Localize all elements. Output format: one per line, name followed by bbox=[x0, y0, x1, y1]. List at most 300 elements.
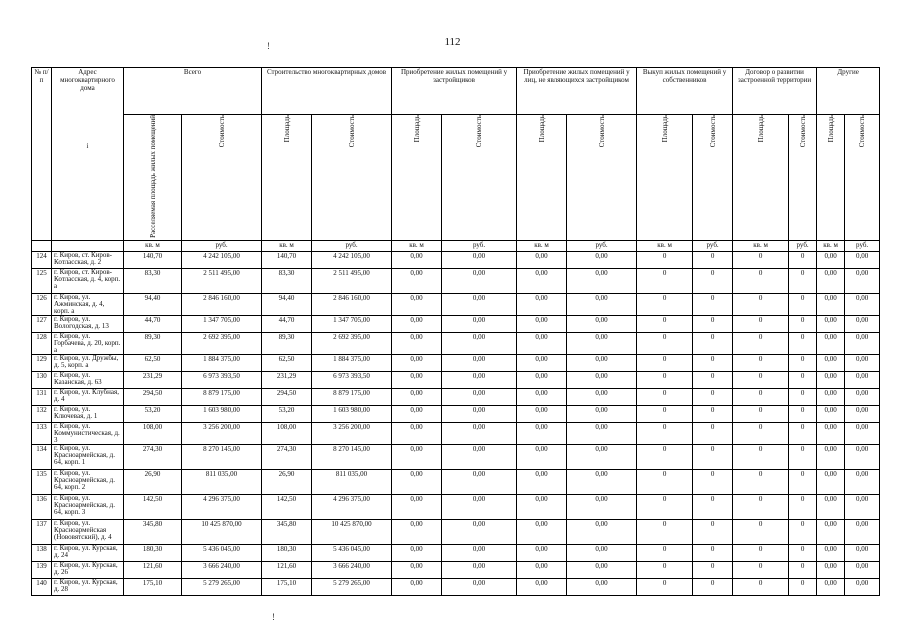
subheader-cost bbox=[567, 115, 637, 241]
cell-cost: 0,00 bbox=[442, 444, 517, 469]
cell-area: 0,00 bbox=[392, 405, 442, 422]
cell-area: 0,00 bbox=[392, 422, 442, 444]
cell-area: 0,00 bbox=[392, 578, 442, 595]
cell-cost: 0,00 bbox=[845, 561, 880, 578]
cell-cost: 0,00 bbox=[567, 494, 637, 519]
cell-cost: 1 884 375,00 bbox=[312, 354, 392, 371]
cell-cost: 0,00 bbox=[845, 332, 880, 354]
cell-cost: 0 bbox=[693, 422, 733, 444]
cell-cost: 0 bbox=[789, 268, 817, 293]
row-number: 134 bbox=[32, 444, 52, 469]
cell-cost: 8 270 145,00 bbox=[312, 444, 392, 469]
cell-cost: 811 035,00 bbox=[312, 469, 392, 494]
cell-cost: 0,00 bbox=[567, 561, 637, 578]
cell-cost: 0,00 bbox=[845, 578, 880, 595]
subheader-cost bbox=[693, 115, 733, 241]
cell-area: 0,00 bbox=[817, 444, 845, 469]
row-address: г. Киров, ул. Красноармейская, д. 64, корп. 2 bbox=[52, 469, 124, 494]
cell-cost: 2 846 160,00 bbox=[182, 293, 262, 315]
cell-area: 0 bbox=[733, 268, 789, 293]
cell-cost: 0,00 bbox=[567, 422, 637, 444]
subheader-label: Площадь bbox=[537, 115, 546, 143]
subheader-area bbox=[392, 115, 442, 241]
cell-cost: 0,00 bbox=[567, 405, 637, 422]
cell-cost: 6 973 393,50 bbox=[182, 371, 262, 388]
cell-cost: 3 256 200,00 bbox=[182, 422, 262, 444]
cell-area: 0,00 bbox=[392, 371, 442, 388]
cell-cost: 3 256 200,00 bbox=[312, 422, 392, 444]
cell-area: 0 bbox=[733, 405, 789, 422]
cell-cost: 0,00 bbox=[845, 388, 880, 405]
cell-cost: 0 bbox=[693, 519, 733, 544]
housing-relocation-table bbox=[31, 67, 880, 596]
cell-cost: 0,00 bbox=[442, 371, 517, 388]
unit-rub: руб. bbox=[182, 240, 262, 251]
cell-cost: 0,00 bbox=[845, 293, 880, 315]
cell-cost: 0,00 bbox=[567, 544, 637, 561]
cell-cost: 5 279 265,00 bbox=[312, 578, 392, 595]
cell-cost: 0 bbox=[693, 444, 733, 469]
cell-area: 108,00 bbox=[124, 422, 182, 444]
cell-area: 0,00 bbox=[517, 469, 567, 494]
cell-cost: 0 bbox=[693, 578, 733, 595]
page-number: 112 bbox=[444, 36, 461, 48]
cell-area: 231,29 bbox=[124, 371, 182, 388]
cell-cost: 0 bbox=[693, 561, 733, 578]
cell-area: 89,30 bbox=[124, 332, 182, 354]
subheader-label: Стоимость bbox=[708, 115, 717, 148]
subheader-label: Стоимость bbox=[858, 115, 867, 148]
row-address: г. Киров, ст. Киров-Котласская, д. 2 bbox=[52, 251, 124, 268]
cell-area: 0,00 bbox=[817, 388, 845, 405]
cell-area: 274,30 bbox=[262, 444, 312, 469]
unit-rub: руб. bbox=[312, 240, 392, 251]
cell-area: 53,20 bbox=[124, 405, 182, 422]
table-row bbox=[32, 494, 880, 519]
cell-area: 0 bbox=[733, 469, 789, 494]
row-address: г. Киров, ул. Клубная, д. 4 bbox=[52, 388, 124, 405]
cell-area: 44,70 bbox=[262, 315, 312, 332]
unit-area: кв. м bbox=[733, 240, 789, 251]
cell-area: 121,60 bbox=[262, 561, 312, 578]
cell-area: 0,00 bbox=[817, 268, 845, 293]
housing-table-wrapper bbox=[31, 67, 880, 596]
subheader-cost bbox=[182, 115, 262, 241]
subheader-label: Площадь bbox=[412, 115, 421, 143]
cell-area: 294,50 bbox=[262, 388, 312, 405]
cell-cost: 0,00 bbox=[845, 444, 880, 469]
subheader-label: Стоимость bbox=[217, 115, 226, 148]
cell-cost: 0,00 bbox=[442, 561, 517, 578]
header-address-mark: i bbox=[86, 142, 89, 150]
row-address: г. Киров, ул. Курская, д. 28 bbox=[52, 578, 124, 595]
cell-cost: 0 bbox=[789, 444, 817, 469]
cell-area: 0,00 bbox=[392, 268, 442, 293]
cell-area: 0,00 bbox=[817, 494, 845, 519]
subheader-cost bbox=[845, 115, 880, 241]
row-address: г. Киров, ул. Ключевая, д. 1 bbox=[52, 405, 124, 422]
unit-area: кв. м bbox=[262, 240, 312, 251]
cell-area: 180,30 bbox=[262, 544, 312, 561]
cell-area: 0 bbox=[637, 371, 693, 388]
cell-area: 26,90 bbox=[124, 469, 182, 494]
cell-area: 121,60 bbox=[124, 561, 182, 578]
header-group-other: Другие bbox=[817, 68, 880, 115]
cell-cost: 0 bbox=[693, 332, 733, 354]
cell-area: 0,00 bbox=[517, 444, 567, 469]
cell-cost: 0,00 bbox=[845, 405, 880, 422]
header-group-construction: Строительство многоквартирных домов bbox=[262, 68, 392, 115]
table-row bbox=[32, 332, 880, 354]
cell-cost: 0 bbox=[789, 332, 817, 354]
cell-area: 0 bbox=[637, 422, 693, 444]
row-number: 132 bbox=[32, 405, 52, 422]
cell-cost: 1 347 705,00 bbox=[182, 315, 262, 332]
cell-area: 0 bbox=[733, 519, 789, 544]
cell-area: 0,00 bbox=[517, 315, 567, 332]
cell-area: 0 bbox=[637, 315, 693, 332]
cell-cost: 0,00 bbox=[442, 422, 517, 444]
cell-area: 0,00 bbox=[817, 405, 845, 422]
cell-area: 0,00 bbox=[817, 332, 845, 354]
cell-area: 0,00 bbox=[817, 469, 845, 494]
row-number: 135 bbox=[32, 469, 52, 494]
unit-cell-empty bbox=[32, 240, 52, 251]
cell-cost: 0,00 bbox=[442, 494, 517, 519]
subheader-area bbox=[733, 115, 789, 241]
unit-area: кв. м bbox=[124, 240, 182, 251]
cell-cost: 0,00 bbox=[442, 268, 517, 293]
subheader-label: Стоимость bbox=[475, 115, 484, 148]
row-number: 138 bbox=[32, 544, 52, 561]
cell-area: 0,00 bbox=[817, 251, 845, 268]
cell-area: 0 bbox=[637, 519, 693, 544]
subheader-cost bbox=[789, 115, 817, 241]
row-address: г. Киров, ул. Красноармейская, д. 64, корп. 1 bbox=[52, 444, 124, 469]
cell-area: 0,00 bbox=[392, 494, 442, 519]
cell-cost: 6 973 393,50 bbox=[312, 371, 392, 388]
cell-cost: 1 884 375,00 bbox=[182, 354, 262, 371]
cell-area: 0,00 bbox=[517, 371, 567, 388]
cell-area: 0,00 bbox=[392, 315, 442, 332]
cell-area: 180,30 bbox=[124, 544, 182, 561]
row-number: 137 bbox=[32, 519, 52, 544]
cell-cost: 0,00 bbox=[845, 422, 880, 444]
cell-cost: 5 279 265,00 bbox=[182, 578, 262, 595]
header-num: № п/п bbox=[32, 68, 52, 241]
cell-cost: 0 bbox=[693, 315, 733, 332]
unit-area: кв. м bbox=[392, 240, 442, 251]
cell-area: 83,30 bbox=[124, 268, 182, 293]
row-address: г. Киров, ст. Киров-Котласская, д. 4, корп. а bbox=[52, 268, 124, 293]
cell-cost: 0,00 bbox=[567, 315, 637, 332]
cell-cost: 0 bbox=[693, 371, 733, 388]
table-row bbox=[32, 444, 880, 469]
cell-cost: 0 bbox=[789, 494, 817, 519]
cell-area: 0,00 bbox=[817, 354, 845, 371]
row-number: 130 bbox=[32, 371, 52, 388]
cell-cost: 2 511 495,00 bbox=[312, 268, 392, 293]
cell-cost: 5 436 045,00 bbox=[182, 544, 262, 561]
cell-area: 83,30 bbox=[262, 268, 312, 293]
cell-cost: 4 242 105,00 bbox=[182, 251, 262, 268]
cell-cost: 0 bbox=[693, 354, 733, 371]
subheader-label: Площадь bbox=[756, 115, 765, 143]
cell-area: 0 bbox=[637, 578, 693, 595]
cell-area: 0,00 bbox=[392, 251, 442, 268]
cell-area: 0,00 bbox=[517, 293, 567, 315]
cell-area: 0 bbox=[637, 405, 693, 422]
table-row bbox=[32, 405, 880, 422]
unit-rub: руб. bbox=[789, 240, 817, 251]
cell-cost: 0,00 bbox=[567, 268, 637, 293]
cell-cost: 0,00 bbox=[567, 444, 637, 469]
cell-cost: 0,00 bbox=[442, 251, 517, 268]
cell-area: 0,00 bbox=[392, 388, 442, 405]
subheader-label: Стоимость bbox=[597, 115, 606, 148]
subheader-area bbox=[262, 115, 312, 241]
table-row bbox=[32, 268, 880, 293]
cell-cost: 0 bbox=[693, 268, 733, 293]
cell-cost: 0,00 bbox=[845, 544, 880, 561]
cell-area: 0 bbox=[637, 469, 693, 494]
cell-cost: 0,00 bbox=[442, 544, 517, 561]
cell-cost: 0 bbox=[789, 371, 817, 388]
table-body bbox=[32, 251, 880, 595]
cell-cost: 5 436 045,00 bbox=[312, 544, 392, 561]
row-address: г. Киров, ул. Дружбы, д. 5, корп. а bbox=[52, 354, 124, 371]
subheader-label: Стоимость bbox=[798, 115, 807, 148]
table-row bbox=[32, 561, 880, 578]
cell-cost: 0,00 bbox=[845, 469, 880, 494]
row-address: г. Киров, ул. Курская, д. 26 bbox=[52, 561, 124, 578]
cell-area: 0 bbox=[637, 561, 693, 578]
cell-cost: 4 296 375,00 bbox=[312, 494, 392, 519]
header-group-buyout: Выкуп жилых помещений у собственников bbox=[637, 68, 733, 115]
cell-area: 0 bbox=[733, 315, 789, 332]
row-address: г. Киров, ул. Красноармейская, д. 64, корп. 3 bbox=[52, 494, 124, 519]
table-row bbox=[32, 469, 880, 494]
table-row bbox=[32, 422, 880, 444]
cell-cost: 2 692 395,00 bbox=[312, 332, 392, 354]
subheader-label: Стоимость bbox=[347, 115, 356, 148]
row-address: г. Киров, ул. Казанская, д. 63 bbox=[52, 371, 124, 388]
cell-area: 0,00 bbox=[817, 578, 845, 595]
cell-cost: 0 bbox=[789, 561, 817, 578]
cell-cost: 4 242 105,00 bbox=[312, 251, 392, 268]
cell-area: 142,50 bbox=[262, 494, 312, 519]
unit-rub: руб. bbox=[845, 240, 880, 251]
unit-area: кв. м bbox=[637, 240, 693, 251]
subheader-area bbox=[517, 115, 567, 241]
subheader-label: Площадь bbox=[282, 115, 291, 143]
cell-cost: 0 bbox=[789, 405, 817, 422]
cell-area: 108,00 bbox=[262, 422, 312, 444]
cell-cost: 0 bbox=[789, 251, 817, 268]
cell-area: 0,00 bbox=[392, 444, 442, 469]
cell-cost: 8 879 175,00 bbox=[182, 388, 262, 405]
cell-cost: 0,00 bbox=[442, 332, 517, 354]
table-row bbox=[32, 388, 880, 405]
cell-area: 0 bbox=[637, 354, 693, 371]
cell-cost: 0 bbox=[789, 354, 817, 371]
cell-cost: 0,00 bbox=[567, 371, 637, 388]
row-number: 125 bbox=[32, 268, 52, 293]
cell-cost: 3 666 240,00 bbox=[312, 561, 392, 578]
cell-cost: 0,00 bbox=[567, 469, 637, 494]
cell-area: 294,50 bbox=[124, 388, 182, 405]
cell-cost: 0,00 bbox=[567, 293, 637, 315]
cell-cost: 2 511 495,00 bbox=[182, 268, 262, 293]
cell-cost: 1 347 705,00 bbox=[312, 315, 392, 332]
cell-area: 0,00 bbox=[517, 405, 567, 422]
table-row bbox=[32, 293, 880, 315]
cell-area: 0,00 bbox=[517, 578, 567, 595]
cell-area: 0,00 bbox=[517, 268, 567, 293]
cell-cost: 0,00 bbox=[442, 354, 517, 371]
cell-cost: 0 bbox=[789, 388, 817, 405]
row-number: 131 bbox=[32, 388, 52, 405]
cell-area: 0 bbox=[733, 444, 789, 469]
header-address bbox=[52, 68, 124, 241]
cell-cost: 0,00 bbox=[567, 251, 637, 268]
cell-area: 231,29 bbox=[262, 371, 312, 388]
cell-area: 175,10 bbox=[124, 578, 182, 595]
cell-area: 44,70 bbox=[124, 315, 182, 332]
cell-area: 0 bbox=[733, 388, 789, 405]
cell-area: 345,80 bbox=[262, 519, 312, 544]
margin-mark: ! bbox=[267, 41, 270, 51]
cell-area: 62,50 bbox=[262, 354, 312, 371]
cell-area: 175,10 bbox=[262, 578, 312, 595]
cell-cost: 0 bbox=[789, 544, 817, 561]
cell-area: 0 bbox=[733, 371, 789, 388]
cell-cost: 0,00 bbox=[567, 388, 637, 405]
cell-cost: 0,00 bbox=[442, 293, 517, 315]
header-group-purchase-developers: Приобретение жилых помещений у застройщиков bbox=[392, 68, 517, 115]
cell-cost: 0 bbox=[693, 544, 733, 561]
cell-area: 0 bbox=[637, 444, 693, 469]
cell-cost: 0 bbox=[693, 251, 733, 268]
cell-area: 0,00 bbox=[517, 494, 567, 519]
cell-area: 62,50 bbox=[124, 354, 182, 371]
row-number: 126 bbox=[32, 293, 52, 315]
cell-cost: 0,00 bbox=[845, 251, 880, 268]
row-number: 127 bbox=[32, 315, 52, 332]
subheader-label: Площадь bbox=[826, 115, 835, 143]
unit-cell-empty bbox=[52, 240, 124, 251]
table-row bbox=[32, 519, 880, 544]
unit-rub: руб. bbox=[567, 240, 637, 251]
cell-cost: 0,00 bbox=[442, 315, 517, 332]
cell-area: 0 bbox=[637, 388, 693, 405]
cell-cost: 0,00 bbox=[845, 268, 880, 293]
cell-area: 0,00 bbox=[517, 561, 567, 578]
unit-area: кв. м bbox=[817, 240, 845, 251]
cell-area: 0,00 bbox=[817, 293, 845, 315]
cell-cost: 2 846 160,00 bbox=[312, 293, 392, 315]
cell-cost: 0,00 bbox=[845, 354, 880, 371]
cell-area: 0 bbox=[733, 293, 789, 315]
cell-cost: 0,00 bbox=[845, 494, 880, 519]
row-number: 140 bbox=[32, 578, 52, 595]
cell-cost: 8 270 145,00 bbox=[182, 444, 262, 469]
cell-cost: 0,00 bbox=[442, 405, 517, 422]
cell-area: 0 bbox=[733, 422, 789, 444]
cell-area: 0,00 bbox=[817, 519, 845, 544]
cell-area: 0,00 bbox=[392, 332, 442, 354]
cell-area: 0,00 bbox=[517, 544, 567, 561]
cell-cost: 0 bbox=[693, 469, 733, 494]
subheader-label: Расселяемая площадь жилых помещений bbox=[148, 115, 157, 238]
cell-cost: 0 bbox=[789, 293, 817, 315]
cell-cost: 8 879 175,00 bbox=[312, 388, 392, 405]
cell-cost: 0 bbox=[693, 388, 733, 405]
subheader-area bbox=[124, 115, 182, 241]
cell-cost: 0 bbox=[789, 519, 817, 544]
cell-area: 142,50 bbox=[124, 494, 182, 519]
table-row bbox=[32, 354, 880, 371]
cell-area: 53,20 bbox=[262, 405, 312, 422]
cell-cost: 1 603 980,00 bbox=[312, 405, 392, 422]
cell-area: 0,00 bbox=[517, 519, 567, 544]
row-address: г. Киров, ул. Вологодская, д. 13 bbox=[52, 315, 124, 332]
cell-area: 0,00 bbox=[817, 315, 845, 332]
cell-cost: 0,00 bbox=[567, 332, 637, 354]
cell-area: 0,00 bbox=[517, 388, 567, 405]
cell-cost: 0,00 bbox=[442, 578, 517, 595]
cell-area: 140,70 bbox=[262, 251, 312, 268]
cell-area: 0 bbox=[637, 268, 693, 293]
cell-cost: 2 692 395,00 bbox=[182, 332, 262, 354]
cell-cost: 10 425 870,00 bbox=[182, 519, 262, 544]
cell-area: 0 bbox=[733, 332, 789, 354]
cell-area: 0,00 bbox=[517, 422, 567, 444]
row-number: 129 bbox=[32, 354, 52, 371]
cell-area: 0,00 bbox=[517, 332, 567, 354]
row-address: г. Киров, ул. Горбачева, д. 20, корп. а bbox=[52, 332, 124, 354]
cell-cost: 0 bbox=[789, 469, 817, 494]
row-number: 124 bbox=[32, 251, 52, 268]
cell-area: 140,70 bbox=[124, 251, 182, 268]
cell-area: 94,40 bbox=[262, 293, 312, 315]
table-row bbox=[32, 578, 880, 595]
row-number: 136 bbox=[32, 494, 52, 519]
subheader-cost bbox=[442, 115, 517, 241]
cell-cost: 0,00 bbox=[567, 578, 637, 595]
cell-area: 0,00 bbox=[517, 251, 567, 268]
cell-area: 0,00 bbox=[392, 519, 442, 544]
cell-cost: 0 bbox=[789, 578, 817, 595]
unit-rub: руб. bbox=[693, 240, 733, 251]
cell-area: 0,00 bbox=[817, 371, 845, 388]
cell-cost: 0,00 bbox=[442, 388, 517, 405]
row-address: г. Киров, ул. Ажминская, д. 4, корп. а bbox=[52, 293, 124, 315]
cell-area: 0 bbox=[637, 544, 693, 561]
cell-cost: 0 bbox=[789, 422, 817, 444]
cell-area: 0 bbox=[733, 544, 789, 561]
cell-area: 0,00 bbox=[392, 544, 442, 561]
row-address: г. Киров, ул. Курская, д. 24 bbox=[52, 544, 124, 561]
cell-area: 0,00 bbox=[392, 293, 442, 315]
cell-area: 0 bbox=[637, 332, 693, 354]
cell-cost: 0 bbox=[693, 494, 733, 519]
table-row bbox=[32, 251, 880, 268]
table-row bbox=[32, 544, 880, 561]
header-group-development-contract: Договор о развитии застроенной территории bbox=[733, 68, 817, 115]
unit-rub: руб. bbox=[442, 240, 517, 251]
cell-cost: 3 666 240,00 bbox=[182, 561, 262, 578]
